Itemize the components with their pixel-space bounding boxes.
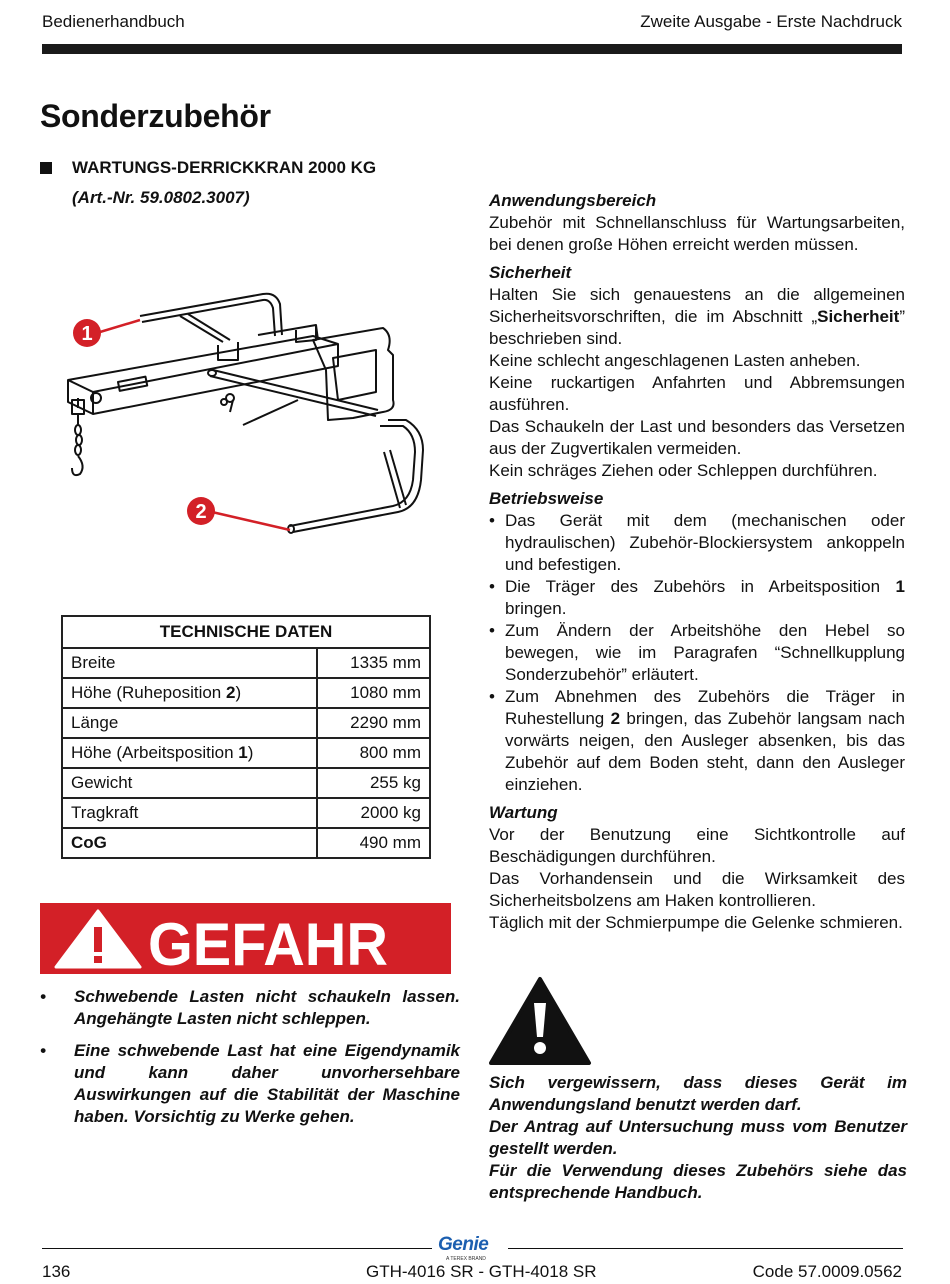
table-row (62, 678, 430, 708)
article-number: (Art.-Nr. 59.0802.3007) (72, 188, 250, 207)
bullet-icon: • (489, 577, 495, 596)
list-item: • Zum Abnehmen des Zubehörs die Träger in Ruhestellung 2 bringen, das Zubehör langsam nach vorwärts neigen, den Ausleger absenken, bis das Zubehör auf dem Boden steht, dann den Ausleger einziehen. (489, 687, 905, 794)
list-item: • Die Träger des Zubehörs in Arbeitsposition 1 bringen. (489, 577, 905, 618)
wartung-heading: Wartung (489, 803, 558, 822)
sicherheit-text: Keine schlecht angeschlagenen Lasten anheben. (489, 351, 861, 370)
sicherheit-text: Das Schaukeln der Last und besonders das Versetzen aus der Zugvertikalen vermeiden. (489, 417, 905, 458)
row-label: CoG (62, 828, 317, 858)
bullet-icon: • (40, 987, 46, 1006)
section-heading-text: WARTUNGS-DERRICKKRAN 2000 KG (72, 158, 377, 177)
betrieb-heading: Betriebsweise (489, 489, 604, 508)
table-header: TECHNISCHE DATEN (62, 616, 430, 648)
wartung-text: Täglich mit der Schmierpumpe die Gelenke schmieren. (489, 913, 903, 932)
danger-bullet-text: Eine schwebende Last hat eine Eigendynamik und kann daher unvorhersehbare Auswirkungen auf die Stabilität der Maschine haben. Vorsichtig zu Werke gehen. (74, 1041, 460, 1126)
sicherheit-text: Halten Sie sich genauestens an die allgemeinen Sicherheitsvorschriften, die im Abschnitt „Sicherheit” beschrieben sind. (489, 285, 905, 348)
page-number: 136 (42, 1262, 71, 1281)
row-value: 255 kg (317, 768, 430, 798)
logo-tagline: A TEREX BRAND (446, 1256, 486, 1262)
row-label: Höhe (Ruheposition 2) (62, 678, 317, 708)
bullet-icon: • (489, 687, 495, 706)
section-heading (40, 158, 376, 178)
right-column (489, 190, 905, 934)
danger-label: GEFAHR (148, 911, 388, 974)
tech-data-table (61, 615, 431, 859)
genie-logo: Genie (438, 1234, 489, 1255)
derrick-crane-drawing (58, 280, 438, 550)
warning-triangle-icon (487, 975, 593, 1067)
betrieb-list (489, 510, 905, 796)
footer-rule (508, 1248, 903, 1249)
row-value: 1080 mm (317, 678, 430, 708)
footer-code: Code 57.0009.0562 (752, 1262, 902, 1281)
footer-rule (42, 1248, 432, 1249)
warning-note-text: Der Antrag auf Untersuchung muss vom Benutzer gestellt werden. (489, 1117, 907, 1158)
square-bullet-icon (40, 162, 52, 174)
row-value: 2290 mm (317, 708, 430, 738)
warning-note-text: Für die Verwendung dieses Zubehörs siehe das entsprechende Handbuch. (489, 1161, 907, 1202)
anwendung-text: Zubehör mit Schnellanschluss für Wartungsarbeiten, bei denen große Höhen erreicht werden müssen. (489, 213, 905, 254)
bullet-icon: • (489, 511, 495, 530)
wartung-text: Vor der Benutzung eine Sichtkontrolle auf Beschädigungen durchführen. (489, 825, 905, 866)
table-row (62, 768, 430, 798)
danger-bullet (40, 986, 460, 1030)
table-row (62, 738, 430, 768)
row-value: 2000 kg (317, 798, 430, 828)
row-label: Tragkraft (62, 798, 317, 828)
row-value: 490 mm (317, 828, 430, 858)
header-manual-title: Bedienerhandbuch (42, 12, 185, 31)
table-row (62, 708, 430, 738)
bullet-icon: • (489, 621, 495, 640)
row-label: Länge (62, 708, 317, 738)
list-item: • Zum Ändern der Arbeitshöhe den Hebel so bewegen, wie im Paragrafen “Schnellkupplung Sonderzubehör” erläutert. (489, 621, 905, 684)
table-row (62, 648, 430, 678)
callout-label: 2 (195, 501, 207, 523)
header-rule (42, 44, 902, 54)
sicherheit-text: Keine ruckartigen Anfahrten und Abbremsungen ausführen. (489, 373, 905, 414)
danger-bullet (40, 1040, 460, 1128)
warning-note-text: Sich vergewissern, dass dieses Gerät im Anwendungsland benutzt werden darf. (489, 1073, 907, 1114)
row-value: 1335 mm (317, 648, 430, 678)
header-edition: Zweite Ausgabe - Erste Nachdruck (640, 12, 902, 31)
table-row (62, 828, 430, 858)
sicherheit-text: Kein schräges Ziehen oder Schleppen durchführen. (489, 461, 878, 480)
anwendung-heading: Anwendungsbereich (489, 191, 657, 210)
danger-bullet-text: Schwebende Lasten nicht schaukeln lassen. Angehängte Lasten nicht schleppen. (74, 987, 460, 1028)
footer-model: GTH-4016 SR - GTH-4018 SR (366, 1262, 597, 1281)
list-item: • Das Gerät mit dem (mechanischen oder hydraulischen) Zubehör-Blockiersystem ankoppeln und befestigen. (489, 511, 905, 574)
row-label: Gewicht (62, 768, 317, 798)
sicherheit-heading: Sicherheit (489, 263, 572, 282)
row-label: Höhe (Arbeitsposition 1) (62, 738, 317, 768)
warning-note (489, 1072, 907, 1204)
row-value: 800 mm (317, 738, 430, 768)
wartung-text: Das Vorhandensein und die Wirksamkeit des Sicherheitsbolzens am Haken kontrollieren. (489, 869, 905, 910)
bullet-icon: • (40, 1041, 46, 1060)
row-label: Breite (62, 648, 317, 678)
page-title: Sonderzubehör (40, 98, 271, 134)
table-row (62, 798, 430, 828)
danger-banner (40, 903, 451, 974)
callout-label: 1 (81, 323, 93, 345)
